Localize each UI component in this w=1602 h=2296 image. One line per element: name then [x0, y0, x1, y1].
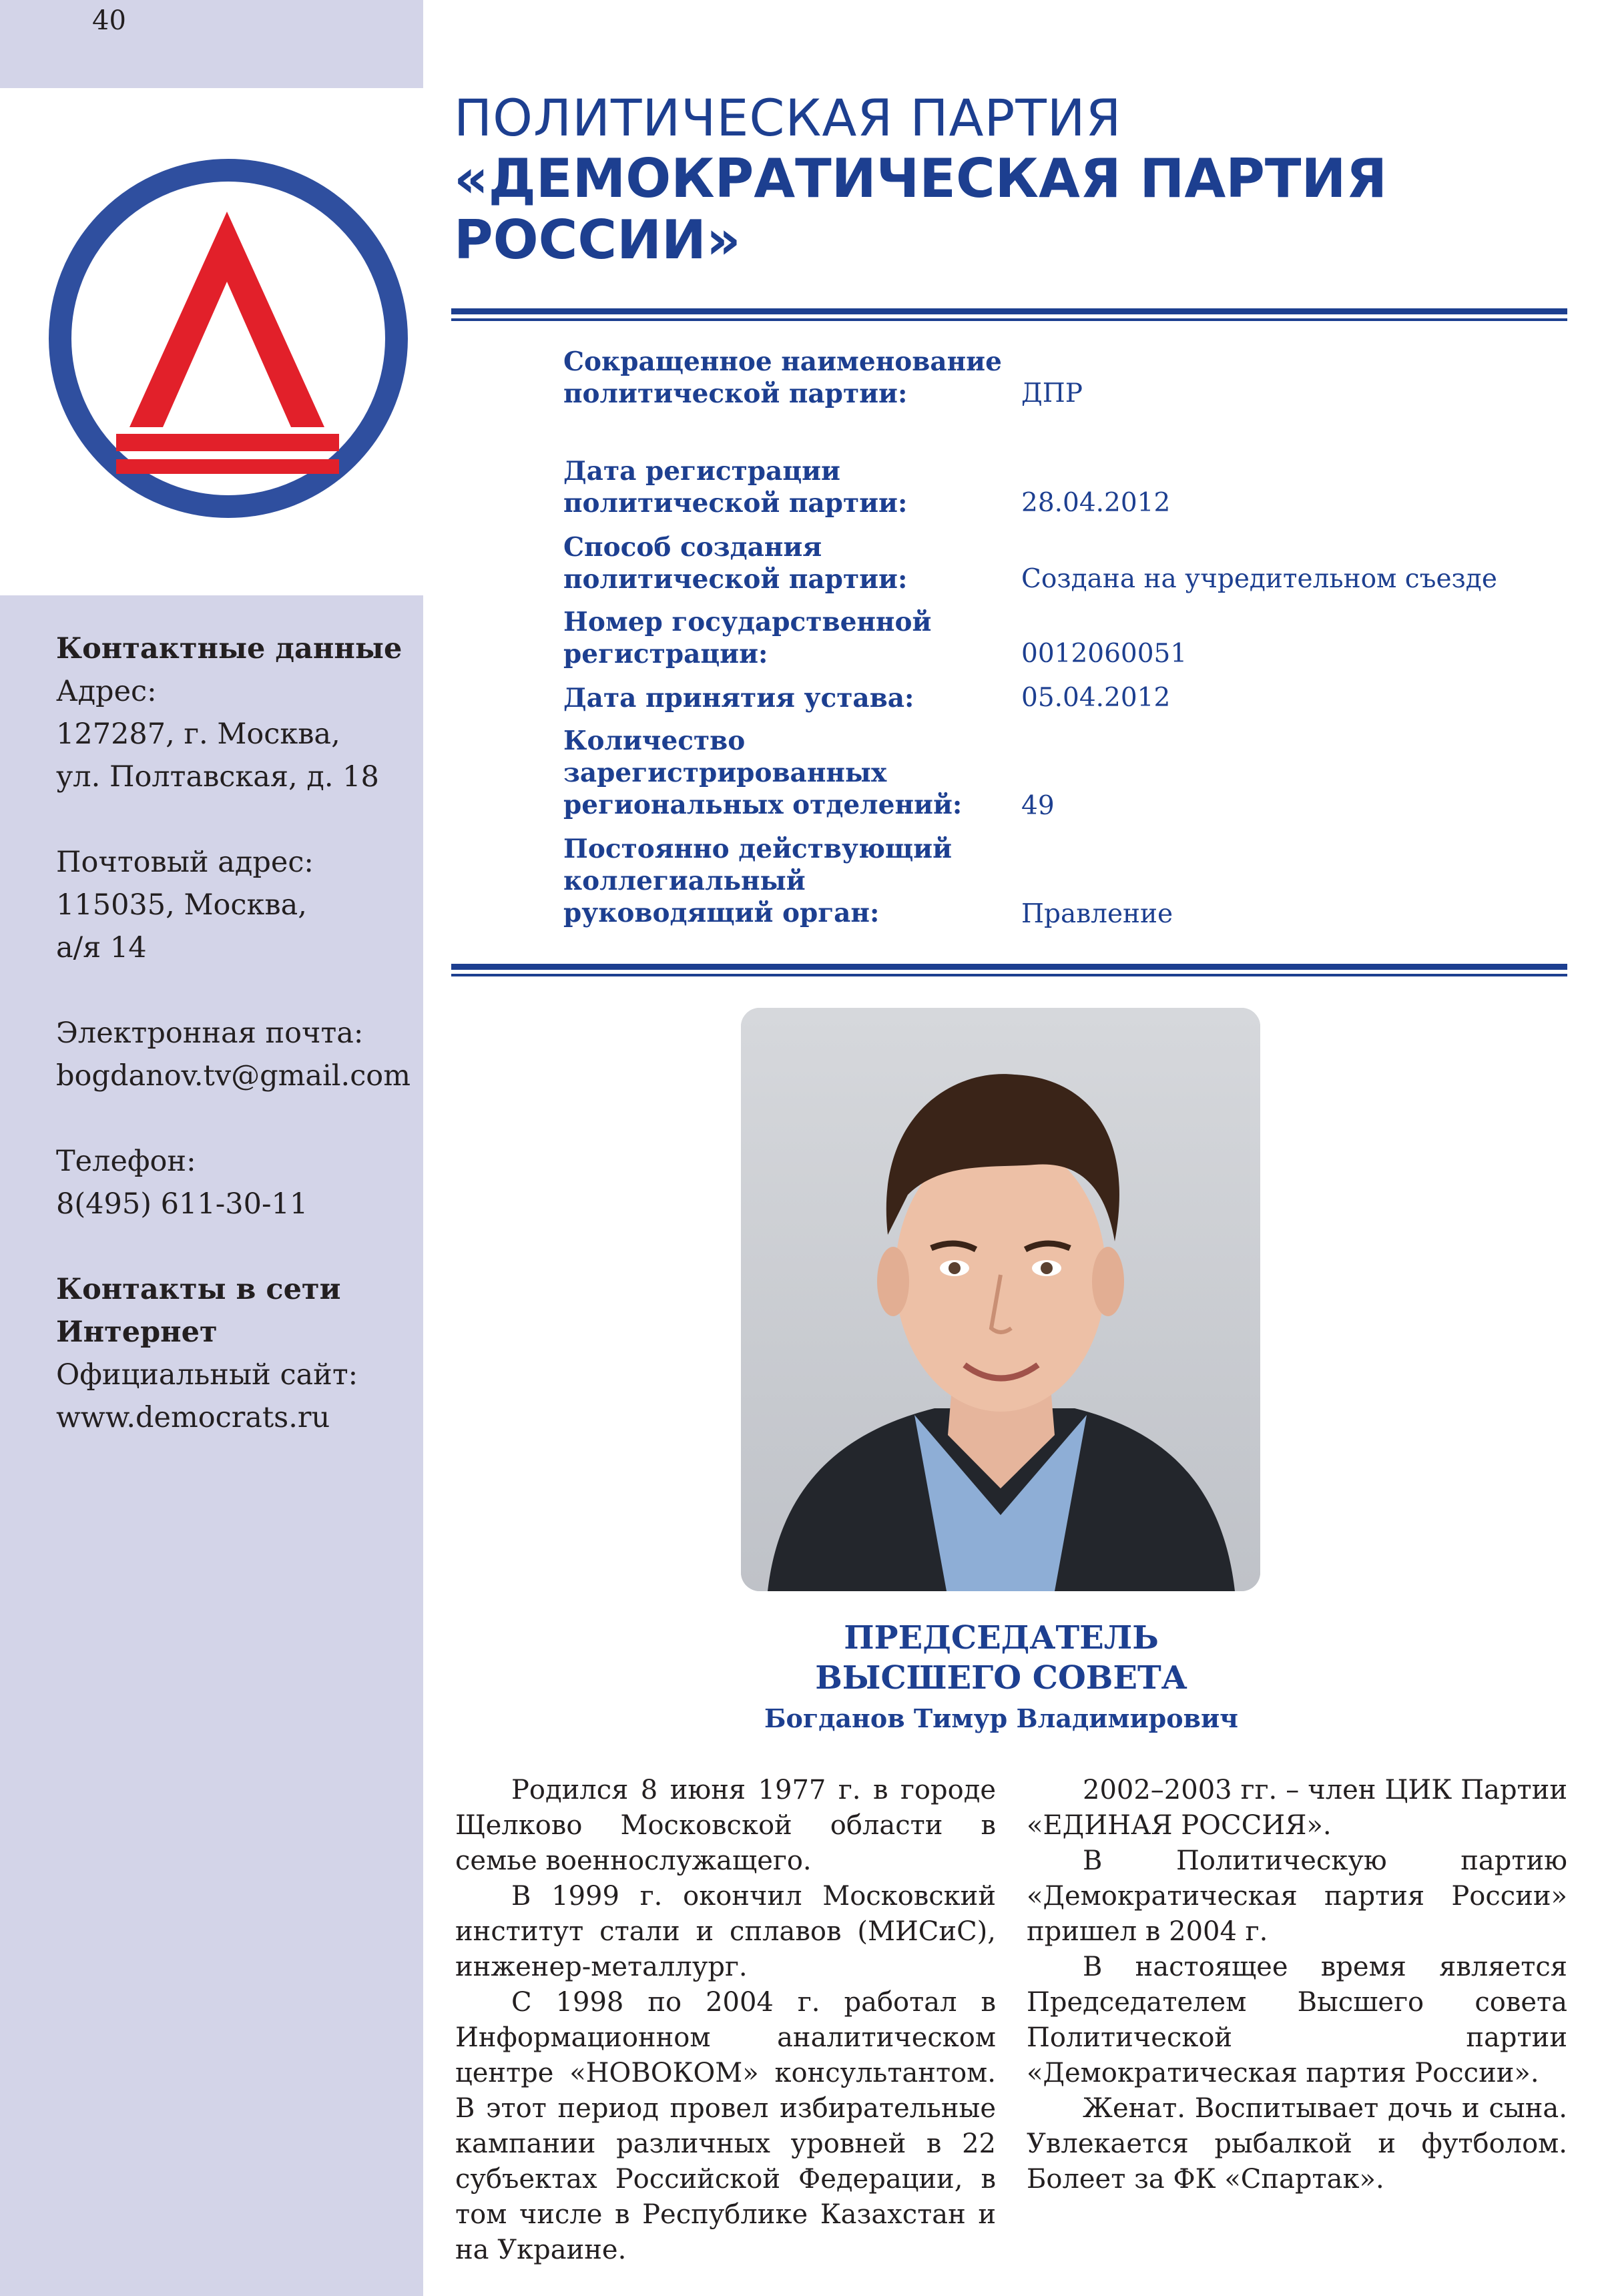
bio-paragraph: С 1998 по 2004 г. работал в Информационном аналитическом центре «НОВОКОМ» консультантом. В этот период провел избирательные кампании различных уровней в 22 субъектах Российской Федерации, в том числе в Республике Казахстан и на Украине. [455, 1987, 996, 2265]
bio-column-left [455, 1773, 996, 2268]
info-value: 28.04.2012 [1021, 488, 1171, 518]
page-number: 40 [92, 5, 126, 36]
phone-label: Телефон: [56, 1145, 196, 1178]
address-label: Адрес: [56, 675, 157, 708]
phone-value: 8(495) 611-30-11 [56, 1187, 308, 1221]
bio-paragraph: 2002–2003 гг. – член ЦИК Партии «ЕДИНАЯ РОССИЯ». [1027, 1775, 1567, 1841]
bio-paragraph: В Политическую партию «Демократическая партия России» пришел в 2004 г. [1027, 1845, 1567, 1947]
title-line-2: «ДЕМОКРАТИЧЕСКАЯ ПАРТИЯ [454, 148, 1388, 210]
bio-paragraph: Родился 8 июня 1977 г. в городе Щелково Московской области в семье военнослужащего. [455, 1775, 996, 1876]
info-label: Дата регистрации политической партии: [563, 456, 908, 519]
title-line-3: РОССИИ» [454, 209, 741, 271]
contacts-block [56, 627, 417, 1439]
chairman-title: ВЫСШЕГО СОВЕТА [815, 1659, 1187, 1697]
bio-paragraph: В 1999 г. окончил Московский институт стали и сплавов (МИСиС), инженер-металлург. [455, 1881, 996, 1982]
address-line: 127287, г. Москва, [56, 718, 340, 751]
internet-heading: Контакты в сети [56, 1273, 341, 1306]
internet-heading: Интернет [56, 1316, 218, 1349]
info-label: Номер государственной регистрации: [563, 607, 932, 669]
address-line: ул. Полтавская, д. 18 [56, 760, 379, 794]
chairman-name: Богданов Тимур Владимирович [764, 1703, 1238, 1733]
bio-column-right [1027, 1773, 1567, 2197]
bio-paragraph: Женат. Воспитывает дочь и сына. Увлекается рыбалкой и футболом. Болеет за ФК «Спартак». [1027, 2093, 1567, 2195]
contacts-heading: Контактные данные [56, 632, 403, 665]
bio-paragraph: В настоящее время является Председателем Высшего совета Политической партии «Демократическая партия России». [1027, 1952, 1567, 2088]
info-label: Количество зарегистрированных региональных отделений: [563, 726, 963, 820]
chairman-photo [741, 1008, 1260, 1591]
chairman-title: ПРЕДСЕДАТЕЛЬ [844, 1619, 1159, 1657]
info-value: ДПР [1021, 378, 1083, 408]
info-label: Постоянно действующий коллегиальный руководящий орган: [563, 834, 953, 928]
info-label: Способ создания политической партии: [563, 532, 908, 595]
email-value: bogdanov.tv@gmail.com [56, 1059, 411, 1093]
site-value: www.democrats.ru [56, 1401, 330, 1434]
page-number-tab [0, 0, 423, 88]
info-value: 49 [1021, 791, 1055, 821]
info-label: Сокращенное наименование политической партии: [563, 346, 1002, 409]
info-value: Правление [1021, 899, 1173, 929]
postal-line: 115035, Москва, [56, 888, 307, 922]
info-value: 05.04.2012 [1021, 683, 1171, 713]
email-label: Электронная почта: [56, 1017, 364, 1050]
party-logo [41, 148, 415, 529]
info-value: Создана на учредительном съезде [1021, 564, 1497, 594]
info-label: Дата принятия устава: [563, 683, 914, 713]
title-line-1: ПОЛИТИЧЕСКАЯ ПАРТИЯ [454, 88, 1122, 148]
top-divider [451, 308, 1567, 321]
info-value: 0012060051 [1021, 639, 1187, 669]
bottom-divider [451, 964, 1567, 976]
postal-line: а/я 14 [56, 931, 147, 964]
party-title [454, 88, 1387, 271]
site-label: Официальный сайт: [56, 1358, 358, 1392]
postal-label: Почтовый адрес: [56, 846, 314, 879]
